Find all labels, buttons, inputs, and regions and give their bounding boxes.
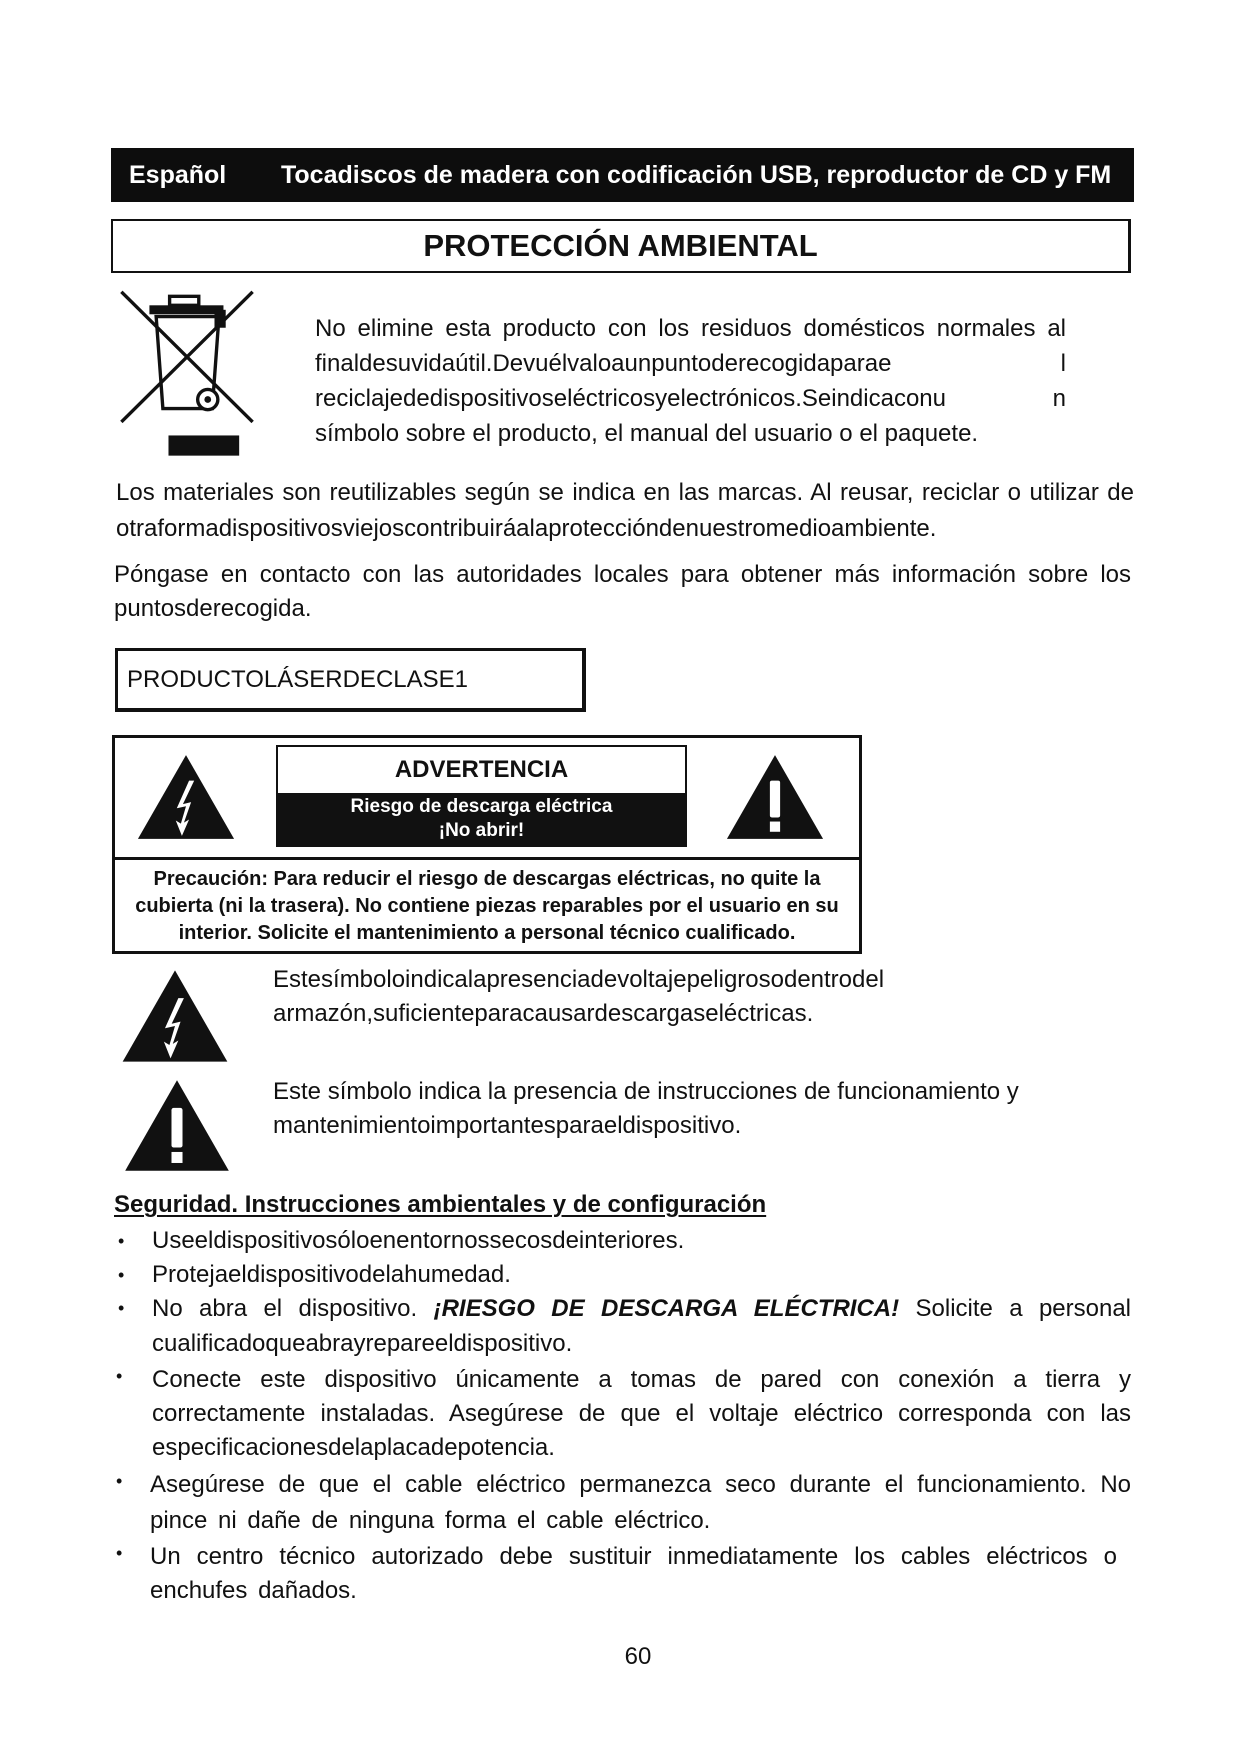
risk-line: Riesgo de descarga eléctrica: [350, 796, 613, 817]
weee-line-tail: l: [1060, 350, 1066, 377]
weee-line: símbolo sobre el producto, el manual del usuario o el paquete.: [315, 420, 979, 447]
exclamation-symbol-description: [273, 1075, 1073, 1143]
shock-risk-emphasis: ¡RIESGO DE DESCARGA ELÉCTRICA!: [433, 1295, 900, 1322]
caution-line: cubierta (ni la trasera). No contiene piezas reparables por el usuario en su: [135, 895, 839, 917]
exclamation-triangle-icon: [118, 1077, 236, 1174]
bullet: •: [118, 1231, 125, 1251]
warning-divider: [115, 857, 859, 860]
paragraph-line: otraformadispositivosviejoscontribuiráalaproteccióndenuestromedioambiente.: [116, 515, 937, 542]
bullet: •: [116, 1543, 123, 1563]
language-label: Español: [129, 161, 227, 189]
caution-line: interior. Solicite el mantenimiento a personal técnico cualificado.: [178, 922, 796, 944]
risk-line: ¡No abrir!: [438, 820, 525, 841]
materials-paragraph: [116, 475, 1134, 547]
list-item-line: cualificadoqueabrayrepareeldispositivo.: [152, 1330, 573, 1357]
list-item-line: correctamente instaladas. Asegúrese de que el voltaje eléctrico corresponda con las: [152, 1400, 1131, 1427]
description-line: Estesímboloindicalapresenciadevoltajepeligrosodentrodel: [273, 966, 885, 993]
bullet: •: [116, 1366, 123, 1386]
section-title: PROTECCIÓN AMBIENTAL: [111, 219, 1131, 273]
header-bar: [111, 148, 1134, 202]
weee-line: [315, 381, 1066, 416]
list-item-text: No abra el dispositivo.: [152, 1295, 418, 1322]
weee-disposal-text: [315, 311, 1066, 451]
weee-line-tail: n: [1052, 385, 1066, 412]
bullet: •: [118, 1298, 125, 1318]
paragraph-line: puntosderecogida.: [114, 595, 312, 622]
lightning-symbol-description: [273, 963, 1073, 1031]
safety-heading: Seguridad. Instrucciones ambientales y de configuración: [114, 1191, 767, 1218]
list-item-line: Useeldispositivosóloenentornossecosdeinteriores.: [152, 1227, 685, 1254]
list-item-line: pince ni dañe de ninguna forma el cable eléctrico.: [150, 1507, 711, 1534]
bullet: •: [116, 1471, 123, 1491]
weee-line: [315, 346, 1066, 381]
laser-class-label: PRODUCTOLÁSERDECLASE1: [115, 648, 586, 712]
description-line: armazón,suficienteparacausardescargaseléctricas.: [273, 1000, 814, 1027]
weee-line: No elimine esta producto con los residuos domésticos normales al: [315, 315, 1066, 342]
list-item-line: Protejaeldispositivodelahumedad.: [152, 1261, 511, 1288]
weee-line-text: reciclajededispositivoseléctricosyelectrónicos.Seindicaconu: [315, 385, 946, 412]
page-number: 60: [624, 1643, 652, 1670]
list-item-line: Asegúrese de que el cable eléctrico permanezca seco durante el funcionamiento. No: [150, 1471, 1131, 1498]
exclamation-triangle-icon: [720, 752, 830, 842]
paragraph-line: Los materiales son reutilizables según se indica en las marcas. Al reusar, reciclar o utilizar de: [116, 479, 1134, 506]
bullet: •: [118, 1265, 125, 1285]
list-item-line: Un centro técnico autorizado debe sustituir inmediatamente los cables eléctricos o: [150, 1543, 1117, 1570]
warning-title: ADVERTENCIA: [394, 756, 569, 783]
warning-label: [276, 745, 687, 847]
caution-text: [115, 866, 859, 947]
description-line: Este símbolo indica la presencia de instrucciones de funcionamiento y: [273, 1078, 1019, 1105]
description-line: mantenimientoimportantesparaeldispositivo.: [273, 1112, 742, 1139]
crossed-out-wheeled-bin-icon: [118, 287, 256, 456]
weee-bar: [168, 435, 239, 455]
warning-panel: [112, 735, 862, 954]
list-item-line: especificacionesdelaplacadepotencia.: [152, 1434, 555, 1461]
risk-banner: [278, 793, 685, 845]
list-item-line: Conecte este dispositivo únicamente a tomas de pared con conexión a tierra y: [152, 1366, 1131, 1393]
paragraph-line: Póngase en contacto con las autoridades locales para obtener más información sobre los: [114, 561, 1131, 588]
weee-line-text: finaldesuvidaútil.Devuélvaloaunpuntoderecogidaparae: [315, 350, 892, 377]
product-title: Tocadiscos de madera con codificación USB, reproductor de CD y FM: [281, 161, 1112, 189]
list-item-text: Solicite a personal: [915, 1295, 1132, 1322]
list-item-line: enchufes dañados.: [150, 1577, 357, 1604]
caution-line: Precaución: Para reducir el riesgo de descargas eléctricas, no quite la: [153, 868, 821, 890]
lightning-triangle-icon: [132, 752, 240, 842]
lightning-triangle-icon: [116, 967, 234, 1065]
contact-paragraph: [114, 558, 1131, 626]
list-item-line: [152, 1291, 1131, 1326]
